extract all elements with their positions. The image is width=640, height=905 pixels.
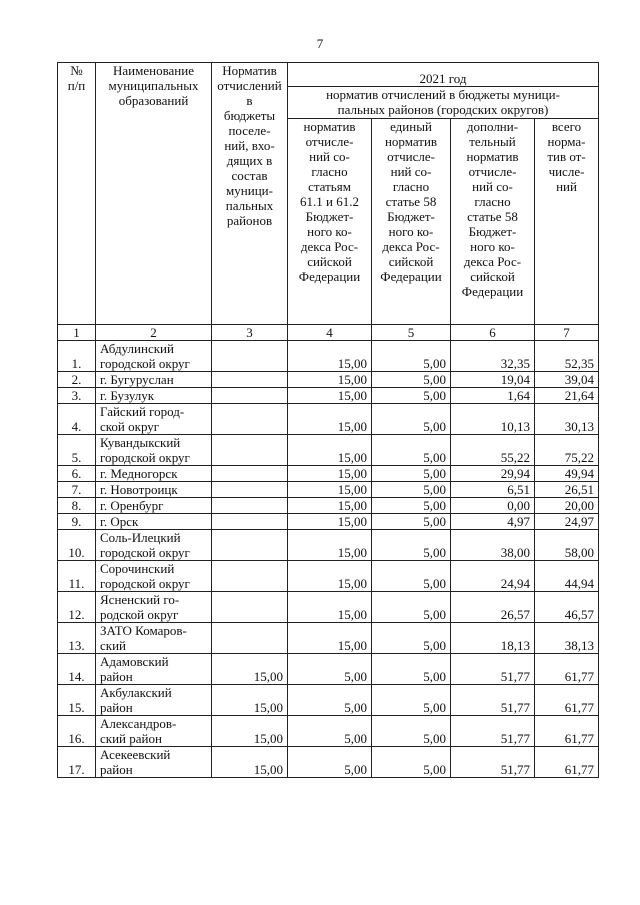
- column-index: 6: [451, 325, 535, 341]
- settlement-norm: 15,00: [212, 685, 288, 716]
- table-row: [58, 716, 599, 747]
- additional-norm-58: 1,64: [451, 388, 535, 404]
- column-index-row: [58, 325, 599, 341]
- municipality-name: Сорочинский городской округ: [96, 561, 212, 592]
- municipality-name: г. Орск: [96, 514, 212, 530]
- row-number: 5.: [58, 435, 96, 466]
- page-number: 7: [316, 36, 324, 51]
- municipality-name: Ясненский го- родской округ: [96, 592, 212, 623]
- additional-norm-58: 51,77: [451, 747, 535, 778]
- header-settlements: Норматив отчислений в бюджеты поселе- ний, вхо- дящих в состав муници- пальных районов: [212, 63, 288, 325]
- additional-norm-58: 38,00: [451, 530, 535, 561]
- table-row: [58, 685, 599, 716]
- additional-norm-58: 10,13: [451, 404, 535, 435]
- settlement-norm: [212, 435, 288, 466]
- municipality-name: Кувандыкский городской округ: [96, 435, 212, 466]
- column-index: 4: [288, 325, 372, 341]
- row-number: 8.: [58, 498, 96, 514]
- single-norm-58: 5,00: [372, 561, 451, 592]
- total-norm: 24,97: [535, 514, 599, 530]
- total-norm: 46,57: [535, 592, 599, 623]
- settlement-norm: [212, 341, 288, 372]
- header-col6: дополни- тельный норматив отчисле- ний со- гласно статье 58 Бюджет- ного ко- декса Рос- сийской Федерации: [451, 119, 535, 325]
- column-index: 1: [58, 325, 96, 341]
- single-norm-58: 5,00: [372, 592, 451, 623]
- total-norm: 44,94: [535, 561, 599, 592]
- table-row: [58, 747, 599, 778]
- municipality-name: Акбулакский район: [96, 685, 212, 716]
- column-index: 5: [372, 325, 451, 341]
- row-number: 16.: [58, 716, 96, 747]
- single-norm-58: 5,00: [372, 747, 451, 778]
- municipality-name: ЗАТО Комаров- ский: [96, 623, 212, 654]
- settlement-norm: [212, 530, 288, 561]
- additional-norm-58: 4,97: [451, 514, 535, 530]
- norm-61: 15,00: [288, 341, 372, 372]
- additional-norm-58: 55,22: [451, 435, 535, 466]
- settlement-norm: [212, 498, 288, 514]
- settlement-norm: [212, 388, 288, 404]
- norm-61: 15,00: [288, 561, 372, 592]
- row-number: 13.: [58, 623, 96, 654]
- row-number: 10.: [58, 530, 96, 561]
- norm-61: 15,00: [288, 623, 372, 654]
- total-norm: 61,77: [535, 654, 599, 685]
- total-norm: 61,77: [535, 685, 599, 716]
- table-row: [58, 530, 599, 561]
- additional-norm-58: 18,13: [451, 623, 535, 654]
- additional-norm-58: 32,35: [451, 341, 535, 372]
- total-norm: 20,00: [535, 498, 599, 514]
- single-norm-58: 5,00: [372, 482, 451, 498]
- table-row: [58, 372, 599, 388]
- table-row: [58, 466, 599, 482]
- table-row: [58, 341, 599, 372]
- municipality-name: Александров- ский район: [96, 716, 212, 747]
- additional-norm-58: 51,77: [451, 654, 535, 685]
- municipality-name: г. Новотроицк: [96, 482, 212, 498]
- table-row: [58, 623, 599, 654]
- row-number: 2.: [58, 372, 96, 388]
- table-row: [58, 404, 599, 435]
- table-row: [58, 561, 599, 592]
- total-norm: 26,51: [535, 482, 599, 498]
- single-norm-58: 5,00: [372, 654, 451, 685]
- additional-norm-58: 29,94: [451, 466, 535, 482]
- header-col5: единый норматив отчисле- ний со- гласно статье 58 Бюджет- ного ко- декса Рос- сийской Федерации: [372, 119, 451, 325]
- single-norm-58: 5,00: [372, 623, 451, 654]
- row-number: 1.: [58, 341, 96, 372]
- column-index: 2: [96, 325, 212, 341]
- settlement-norm: [212, 372, 288, 388]
- row-number: 12.: [58, 592, 96, 623]
- total-norm: 30,13: [535, 404, 599, 435]
- norm-table: [57, 62, 599, 778]
- additional-norm-58: 24,94: [451, 561, 535, 592]
- norm-61: 15,00: [288, 592, 372, 623]
- single-norm-58: 5,00: [372, 530, 451, 561]
- header-name: Наименование муниципальных образований: [96, 63, 212, 325]
- municipality-name: г. Бузулук: [96, 388, 212, 404]
- additional-norm-58: 51,77: [451, 716, 535, 747]
- municipality-name: Асекеевский район: [96, 747, 212, 778]
- table-row: [58, 482, 599, 498]
- total-norm: 38,13: [535, 623, 599, 654]
- settlement-norm: 15,00: [212, 654, 288, 685]
- single-norm-58: 5,00: [372, 514, 451, 530]
- norm-61: 15,00: [288, 372, 372, 388]
- single-norm-58: 5,00: [372, 685, 451, 716]
- table-row: [58, 435, 599, 466]
- settlement-norm: 15,00: [212, 716, 288, 747]
- additional-norm-58: 51,77: [451, 685, 535, 716]
- municipality-name: Абдулинский городской округ: [96, 341, 212, 372]
- norm-61: 5,00: [288, 747, 372, 778]
- table-row: [58, 592, 599, 623]
- settlement-norm: [212, 466, 288, 482]
- total-norm: 58,00: [535, 530, 599, 561]
- row-number: 4.: [58, 404, 96, 435]
- norm-61: 15,00: [288, 482, 372, 498]
- single-norm-58: 5,00: [372, 341, 451, 372]
- table-body: [58, 341, 599, 778]
- norm-61: 15,00: [288, 514, 372, 530]
- single-norm-58: 5,00: [372, 372, 451, 388]
- settlement-norm: [212, 404, 288, 435]
- additional-norm-58: 6,51: [451, 482, 535, 498]
- municipality-name: Адамовский район: [96, 654, 212, 685]
- single-norm-58: 5,00: [372, 716, 451, 747]
- total-norm: 61,77: [535, 716, 599, 747]
- additional-norm-58: 19,04: [451, 372, 535, 388]
- single-norm-58: 5,00: [372, 498, 451, 514]
- row-number: 11.: [58, 561, 96, 592]
- row-number: 3.: [58, 388, 96, 404]
- settlement-norm: [212, 514, 288, 530]
- row-number: 6.: [58, 466, 96, 482]
- additional-norm-58: 0,00: [451, 498, 535, 514]
- municipality-name: Соль-Илецкий городской округ: [96, 530, 212, 561]
- total-norm: 52,35: [535, 341, 599, 372]
- table-row: [58, 388, 599, 404]
- header-group: норматив отчислений в бюджеты муници- пальных районов (городских округов): [288, 87, 599, 119]
- additional-norm-58: 26,57: [451, 592, 535, 623]
- norm-61: 15,00: [288, 530, 372, 561]
- column-index: 7: [535, 325, 599, 341]
- single-norm-58: 5,00: [372, 388, 451, 404]
- municipality-name: г. Оренбург: [96, 498, 212, 514]
- single-norm-58: 5,00: [372, 404, 451, 435]
- total-norm: 39,04: [535, 372, 599, 388]
- table-row: [58, 654, 599, 685]
- single-norm-58: 5,00: [372, 435, 451, 466]
- header-year: 2021 год: [288, 63, 599, 87]
- row-number: 9.: [58, 514, 96, 530]
- municipality-name: Гайский город- ской округ: [96, 404, 212, 435]
- total-norm: 21,64: [535, 388, 599, 404]
- row-number: 7.: [58, 482, 96, 498]
- norm-61: 15,00: [288, 435, 372, 466]
- norm-61: 15,00: [288, 404, 372, 435]
- table-row: [58, 514, 599, 530]
- norm-61: 15,00: [288, 466, 372, 482]
- norm-61: 5,00: [288, 685, 372, 716]
- norm-61: 15,00: [288, 498, 372, 514]
- settlement-norm: [212, 482, 288, 498]
- norm-61: 5,00: [288, 716, 372, 747]
- table-header: [58, 63, 599, 341]
- header-col7: всего норма- тив от- числе- ний: [535, 119, 599, 325]
- table-row: [58, 498, 599, 514]
- header-number: № п/п: [58, 63, 96, 325]
- settlement-norm: [212, 623, 288, 654]
- header-col4: норматив отчисле- ний со- гласно статьям 61.1 и 61.2 Бюджет- ного ко- декса Рос- сийской Федерации: [288, 119, 372, 325]
- row-number: 15.: [58, 685, 96, 716]
- total-norm: 75,22: [535, 435, 599, 466]
- column-index: 3: [212, 325, 288, 341]
- norm-61: 15,00: [288, 388, 372, 404]
- row-number: 17.: [58, 747, 96, 778]
- settlement-norm: 15,00: [212, 747, 288, 778]
- single-norm-58: 5,00: [372, 466, 451, 482]
- municipality-name: г. Медногорск: [96, 466, 212, 482]
- settlement-norm: [212, 561, 288, 592]
- municipality-name: г. Бугуруслан: [96, 372, 212, 388]
- settlement-norm: [212, 592, 288, 623]
- total-norm: 61,77: [535, 747, 599, 778]
- norm-61: 5,00: [288, 654, 372, 685]
- total-norm: 49,94: [535, 466, 599, 482]
- row-number: 14.: [58, 654, 96, 685]
